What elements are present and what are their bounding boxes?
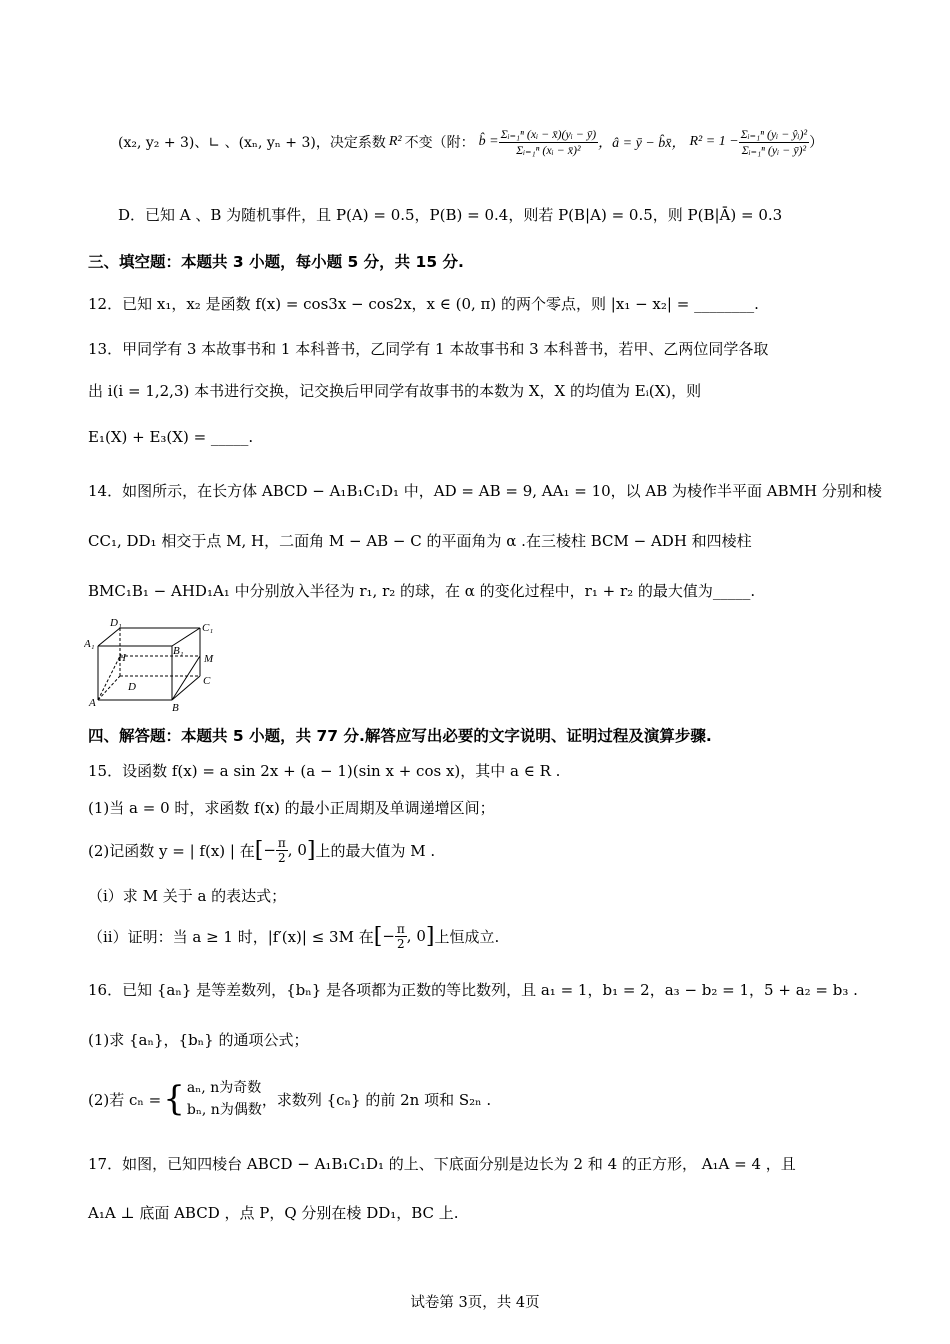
edge-ah [98, 656, 120, 700]
r2-denominator: Σᵢ₌₁ⁿ (yᵢ − ȳ)² [741, 142, 807, 157]
section3-heading: 三、填空题：本题共 3 小题，每小题 5 分，共 15 分. [88, 253, 464, 271]
bhat-numerator: Σᵢ₌₁ⁿ (xᵢ − x̄)(yᵢ − ȳ) [500, 126, 597, 141]
q17-line2: A₁A ⊥ 底面 ABCD ，点 P，Q 分别在棱 DD₁，BC 上. [88, 1204, 459, 1222]
r2-numerator: Σᵢ₌₁ⁿ (yᵢ − ŷᵢ)² [740, 126, 808, 141]
option-d: D．已知 A 、B 为随机事件，且 P(A) = 0.5，P(B) = 0.4，则若 P(B|A) = 0.5，则 P(B|Ā) = 0.3 [118, 206, 783, 224]
label-m: M [204, 653, 214, 665]
edge-bm [172, 656, 200, 700]
piecewise-brace: { [163, 1079, 185, 1119]
r2-fraction [739, 127, 809, 158]
interval-tail-2: , 0 [406, 927, 426, 945]
minus-sign: − [263, 841, 276, 859]
edge-ad [98, 676, 120, 700]
q16-part2 [88, 1074, 491, 1124]
label-c: C [203, 675, 211, 687]
q15-stem: 15．设函数 f(x) = a sin 2x + (a − 1)(sin x + cos x)，其中 a ∈ R . [88, 762, 561, 780]
pi-over-2-b [395, 922, 407, 951]
label-h: H [118, 652, 126, 664]
q16-stem: 16．已知 {aₙ} 是等差数列，{bₙ} 是各项都为正数的等比数列，且 a₁ = 1，b₁ = 2，a₃ − b₂ = 1，5 + a₂ = b₃ . [88, 981, 858, 999]
label-b: B [172, 702, 179, 714]
label-a1: A₁ [84, 638, 95, 650]
q15-part2i: （i）求 M 关于 a 的表达式； [88, 887, 287, 905]
q14-line2: CC₁, DD₁ 相交于点 M, H，二面角 M − AB − C 的平面角为 α .在三棱柱 BCM − ADH 和四棱柱 [88, 532, 752, 550]
minus-sign-2: − [382, 927, 395, 945]
edge-b1c1 [172, 628, 200, 646]
q15-part2 [88, 828, 435, 872]
q15-part2ii-post: 上恒成立. [434, 927, 500, 946]
label-d: D [128, 681, 136, 693]
label-c1: C₁ [202, 622, 214, 634]
pi-denominator: 2 [278, 850, 286, 865]
pi-denominator-2: 2 [397, 936, 405, 951]
label-a: A [89, 697, 96, 709]
q15-part2-pre: (2)记函数 y = | f(x) | 在 [88, 841, 255, 860]
q11-unchanged: 不变（附： [404, 135, 475, 151]
interval-tail: , 0 [287, 841, 307, 859]
q15-part2ii [88, 914, 499, 958]
q13-line2: 出 i(i = 1,2,3) 本书进行交换，记交换后甲同学有故事书的本数为 X，X 的均值为 Eᵢ(X)，则 [88, 382, 702, 400]
q14-line1: 14．如图所示，在长方体 ABCD − A₁B₁C₁D₁ 中，AD = AB = 9, AA₁ = 10，以 AB 为棱作半平面 ABMH 分别和棱 [88, 482, 882, 500]
q13-line1: 13．甲同学有 3 本故事书和 1 本科普书，乙同学有 1 本故事书和 3 本科普书，若甲、乙两位同学各取 [88, 340, 769, 358]
pi-numerator: π [277, 835, 286, 850]
q14-line3: BMC₁B₁ − AHD₁A₁ 中分别放入半径为 r₁, r₂ 的球，在 α 的变化过程中，r₁ + r₂ 的最大值为_____. [88, 582, 756, 600]
pi-over-2 [276, 836, 288, 865]
q16-part2-post: ，求数列 {cₙ} 的前 2n 项和 S₂ₙ . [261, 1090, 492, 1109]
bhat-lhs: b̂ = [478, 134, 499, 149]
edge-a1d1 [98, 628, 120, 646]
q11-pairs: (x₂, y₂ + 3)、∟ 、(xₙ, yₙ + 3)，决定系数 [118, 135, 386, 151]
label-d1: D₁ [110, 617, 122, 629]
bhat-denominator: Σᵢ₌₁ⁿ (xᵢ − x̄)² [516, 142, 581, 157]
cuboid-figure [84, 614, 224, 714]
case-odd: aₙ, n为奇数 [186, 1080, 262, 1096]
right-bracket: ] [306, 837, 316, 863]
q15-part2-post: 上的最大值为 M . [315, 841, 436, 860]
edge-bc [172, 676, 200, 700]
label-b1: B₁ [173, 645, 184, 657]
r2-lhs: R² = 1 − [689, 134, 739, 149]
q11-r2: R² [388, 134, 402, 149]
pi-numerator-2: π [396, 921, 405, 936]
q15-part2ii-pre: （ii）证明：当 a ≥ 1 时，|f′(x)| ≤ 3M 在 [88, 927, 374, 946]
bhat-fraction [499, 127, 599, 158]
ahat-formula: ，â = ȳ − b̂x̄， [598, 136, 686, 151]
q16-part1: (1)求 {aₙ}，{bₙ} 的通项公式； [88, 1031, 309, 1049]
q11-tail-line [118, 112, 823, 172]
q12: 12．已知 x₁，x₂ 是函数 f(x) = cos3x − cos2x，x ∈ (0, π) 的两个零点，则 |x₁ − x₂| = ________. [88, 295, 759, 313]
left-bracket: [ [254, 837, 264, 863]
right-bracket-2: ] [425, 923, 435, 949]
q11-close: ） [809, 135, 824, 151]
q17-line1: 17．如图，已知四棱台 ABCD − A₁B₁C₁D₁ 的上、下底面分别是边长为 2 和 4 的正方形， A₁A = 4 ，且 [88, 1155, 796, 1173]
page-footer: 试卷第 3页，共 4页 [410, 1295, 540, 1311]
piecewise-cases [187, 1077, 262, 1121]
section4-heading: 四、解答题：本题共 5 小题，共 77 分.解答应写出必要的文字说明、证明过程及演算步骤. [88, 727, 712, 745]
q16-part2-pre: (2)若 cₙ = [88, 1090, 162, 1109]
q13-line3: E₁(X) + E₃(X) = _____. [88, 428, 254, 446]
q15-part1: (1)当 a = 0 时，求函数 f(x) 的最小正周期及单调递增区间； [88, 799, 495, 817]
case-even: bₙ, n为偶数 [186, 1102, 262, 1118]
left-bracket-2: [ [373, 923, 383, 949]
